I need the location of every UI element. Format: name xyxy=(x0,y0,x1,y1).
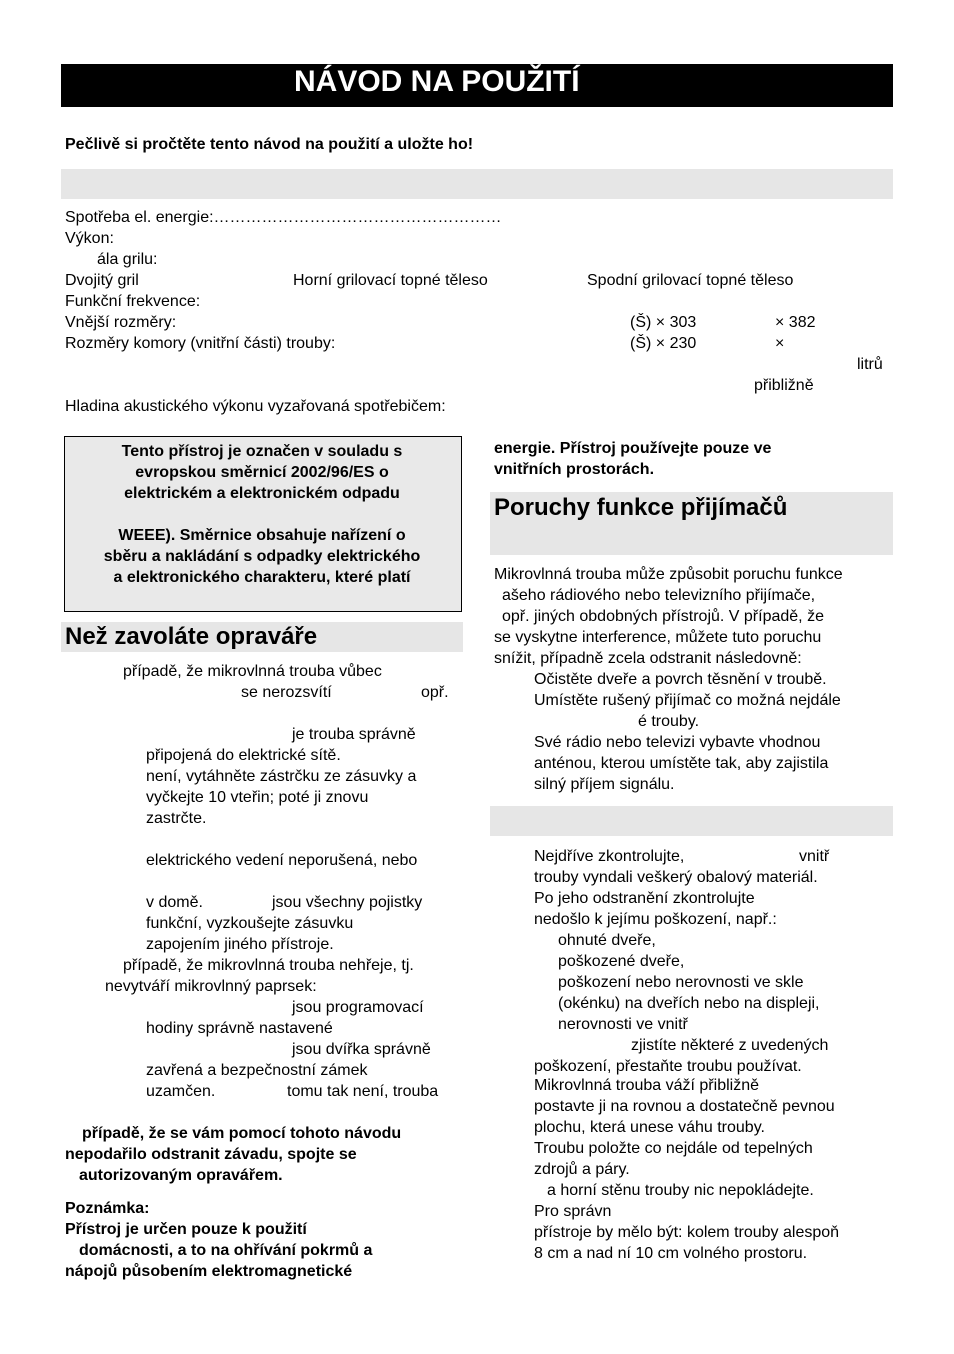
repair-bold-line: nepodařilo odstranit závadu, spojte se xyxy=(65,1146,357,1163)
install-line: Nejdříve zkontrolujte, xyxy=(534,848,685,865)
repair-line: případě, že mikrovlnná trouba nehřeje, tj. xyxy=(123,957,414,974)
install-line: postavte ji na rovnou a dostatečně pevnou xyxy=(534,1098,835,1115)
repair-line: hodiny správně nastavené xyxy=(146,1020,333,1037)
install-line: Pro správn xyxy=(534,1203,612,1220)
repair-line: není, vytáhněte zástrčku ze zásuvky a xyxy=(146,768,417,785)
repair-line: zavřená a bezpečnostní zámek xyxy=(146,1062,368,1079)
install-line: Troubu položte co nejdále od tepelných xyxy=(534,1140,813,1157)
right-bold-line: energie. Přístroj používejte pouze ve xyxy=(494,440,772,457)
weee-line: a elektronického charakteru, které platí xyxy=(113,569,411,586)
spec-frequency: Funkční frekvence: xyxy=(65,293,201,310)
interference-line: Očistěte dveře a povrch těsnění v troubě. xyxy=(534,671,827,688)
install-line: poškozené dveře, xyxy=(558,953,685,970)
install-line: vnitř xyxy=(799,848,830,865)
weee-line: Tento přístroj je označen v souladu s xyxy=(121,443,403,460)
repair-bold-line: případě, že se vám pomocí tohoto návodu xyxy=(82,1125,402,1142)
install-line: (okénku) na dveřích nebo na displeji, xyxy=(558,995,820,1012)
repair-line: uzamčen. xyxy=(146,1083,216,1100)
repair-line: jsou dvířka správně xyxy=(292,1041,431,1058)
weee-line: evropskou směrnicí 2002/96/ES o xyxy=(135,464,389,481)
install-line: zjistíte některé z uvedených xyxy=(631,1037,829,1054)
spec-noise: Hladina akustického výkonu vyzařovaná spotřebičem: xyxy=(65,398,446,415)
install-line: zdrojů a páry. xyxy=(534,1161,630,1178)
spec-outer-dims-label: Vnější rozměry: xyxy=(65,314,177,331)
repair-line: jsou všechny pojistky xyxy=(272,894,423,911)
note-line: domácnosti, a to na ohřívání pokrmů a xyxy=(79,1242,373,1259)
spec-grill: ála grilu: xyxy=(97,251,158,268)
spec-double-grill: Dvojitý gril xyxy=(65,272,139,289)
repair-line: případě, že mikrovlnná trouba vůbec xyxy=(123,663,382,680)
spec-litres: litrů xyxy=(857,356,883,373)
spec-outer-dims-depth: × 382 xyxy=(775,314,816,331)
interference-line: opř. jiných obdobných přístrojů. V případě, že xyxy=(502,608,824,625)
spec-cavity-dims-label: Rozměry komory (vnitřní části) trouby: xyxy=(65,335,336,352)
install-line: poškození, přestaňte troubu používat. xyxy=(534,1058,802,1075)
interference-line: Své rádio nebo televizi vybavte vhodnou xyxy=(534,734,821,751)
right-bold-line: vnitřních prostorách. xyxy=(494,461,655,478)
repair-line: zastrčte. xyxy=(146,810,207,827)
interference-line: snížit, případně zcela odstranit následovně: xyxy=(494,650,802,667)
repair-line: elektrického vedení neporušená, nebo xyxy=(146,852,418,869)
intro-text: Pečlivě si pročtěte tento návod na použití a uložte ho! xyxy=(65,136,474,153)
repair-bold-line: autorizovaným opravářem. xyxy=(79,1167,283,1184)
install-line: ohnuté dveře, xyxy=(558,932,656,949)
page-title: NÁVOD NA POUŽITÍ xyxy=(294,65,580,98)
interference-line: se vyskytne interference, můžete tuto poruchu xyxy=(494,629,822,646)
note-line: Přístroj je určen pouze k použití xyxy=(65,1221,307,1238)
interference-line: Umístěte rušený přijímač co možná nejdále xyxy=(534,692,841,709)
weee-line: WEEE). Směrnice obsahuje nařízení o xyxy=(118,527,406,544)
interference-line: ašeho rádiového nebo televizního přijímače, xyxy=(502,587,816,604)
repair-line: tomu tak není, trouba xyxy=(287,1083,439,1100)
repair-line: funkční, vyzkoušejte zásuvku xyxy=(146,915,354,932)
note-label: Poznámka: xyxy=(65,1200,150,1217)
spec-approx: přibližně xyxy=(754,377,814,394)
install-heading-bar xyxy=(490,806,893,836)
spec-upper-grill: Horní grilovací topné těleso xyxy=(293,272,488,289)
spec-output: Výkon: xyxy=(65,230,114,247)
interference-line: é trouby. xyxy=(638,713,700,730)
install-line: plochu, která unese váhu trouby. xyxy=(534,1119,765,1136)
repair-line: opř. xyxy=(421,684,449,701)
install-line: nedošlo k jejímu poškození, např.: xyxy=(534,911,777,928)
install-line: a horní stěnu trouby nic nepokládejte. xyxy=(547,1182,814,1199)
repair-line: v domě. xyxy=(146,894,203,911)
repair-line: jsou programovací xyxy=(292,999,424,1016)
install-line: 8 cm a nad ní 10 cm volného prostoru. xyxy=(534,1245,808,1262)
spec-outer-dims-width: (Š) × 303 xyxy=(630,314,697,331)
install-line: Mikrovlnná trouba váží přibližně xyxy=(534,1077,759,1094)
interference-line: silný příjem signálu. xyxy=(534,776,675,793)
install-line: nerovnosti ve vnitř xyxy=(558,1016,688,1033)
install-line: poškození nebo nerovnosti ve skle xyxy=(558,974,804,991)
weee-line: sběru a nakládání s odpadky elektrického xyxy=(103,548,421,565)
interference-line: anténou, kterou umístěte tak, aby zajistila xyxy=(534,755,829,772)
weee-line: elektrickém a elektronickém odpadu xyxy=(124,485,400,502)
repair-line: se nerozsvítí xyxy=(241,684,332,701)
install-line: přístroje by mělo být: kolem trouby alespoň xyxy=(534,1224,840,1241)
install-line: Po jeho odstranění zkontrolujte xyxy=(534,890,755,907)
interference-heading: Poruchy funkce přijímačů xyxy=(494,494,788,521)
repair-line: je trouba správně xyxy=(292,726,416,743)
before-repair-heading: Než zavoláte opraváře xyxy=(65,623,318,650)
repair-line: zapojením jiného přístroje. xyxy=(146,936,334,953)
specs-heading-bar xyxy=(61,169,893,199)
spec-cavity-dims-depth: × xyxy=(775,335,785,352)
repair-line: nevytváří mikrovlnný paprsek: xyxy=(105,978,317,995)
spec-power-consumption: Spotřeba el. energie:……………………………………………… xyxy=(65,209,502,226)
interference-line: Mikrovlnná trouba může způsobit poruchu funkce xyxy=(494,566,843,583)
spec-lower-grill: Spodní grilovací topné těleso xyxy=(587,272,794,289)
repair-line: připojená do elektrické sítě. xyxy=(146,747,341,764)
repair-line: vyčkejte 10 vteřin; poté ji znovu xyxy=(146,789,369,806)
note-line: nápojů působením elektromagnetické xyxy=(65,1263,353,1280)
install-line: trouby vyndali veškerý obalový materiál. xyxy=(534,869,818,886)
spec-cavity-dims-width: (Š) × 230 xyxy=(630,335,697,352)
